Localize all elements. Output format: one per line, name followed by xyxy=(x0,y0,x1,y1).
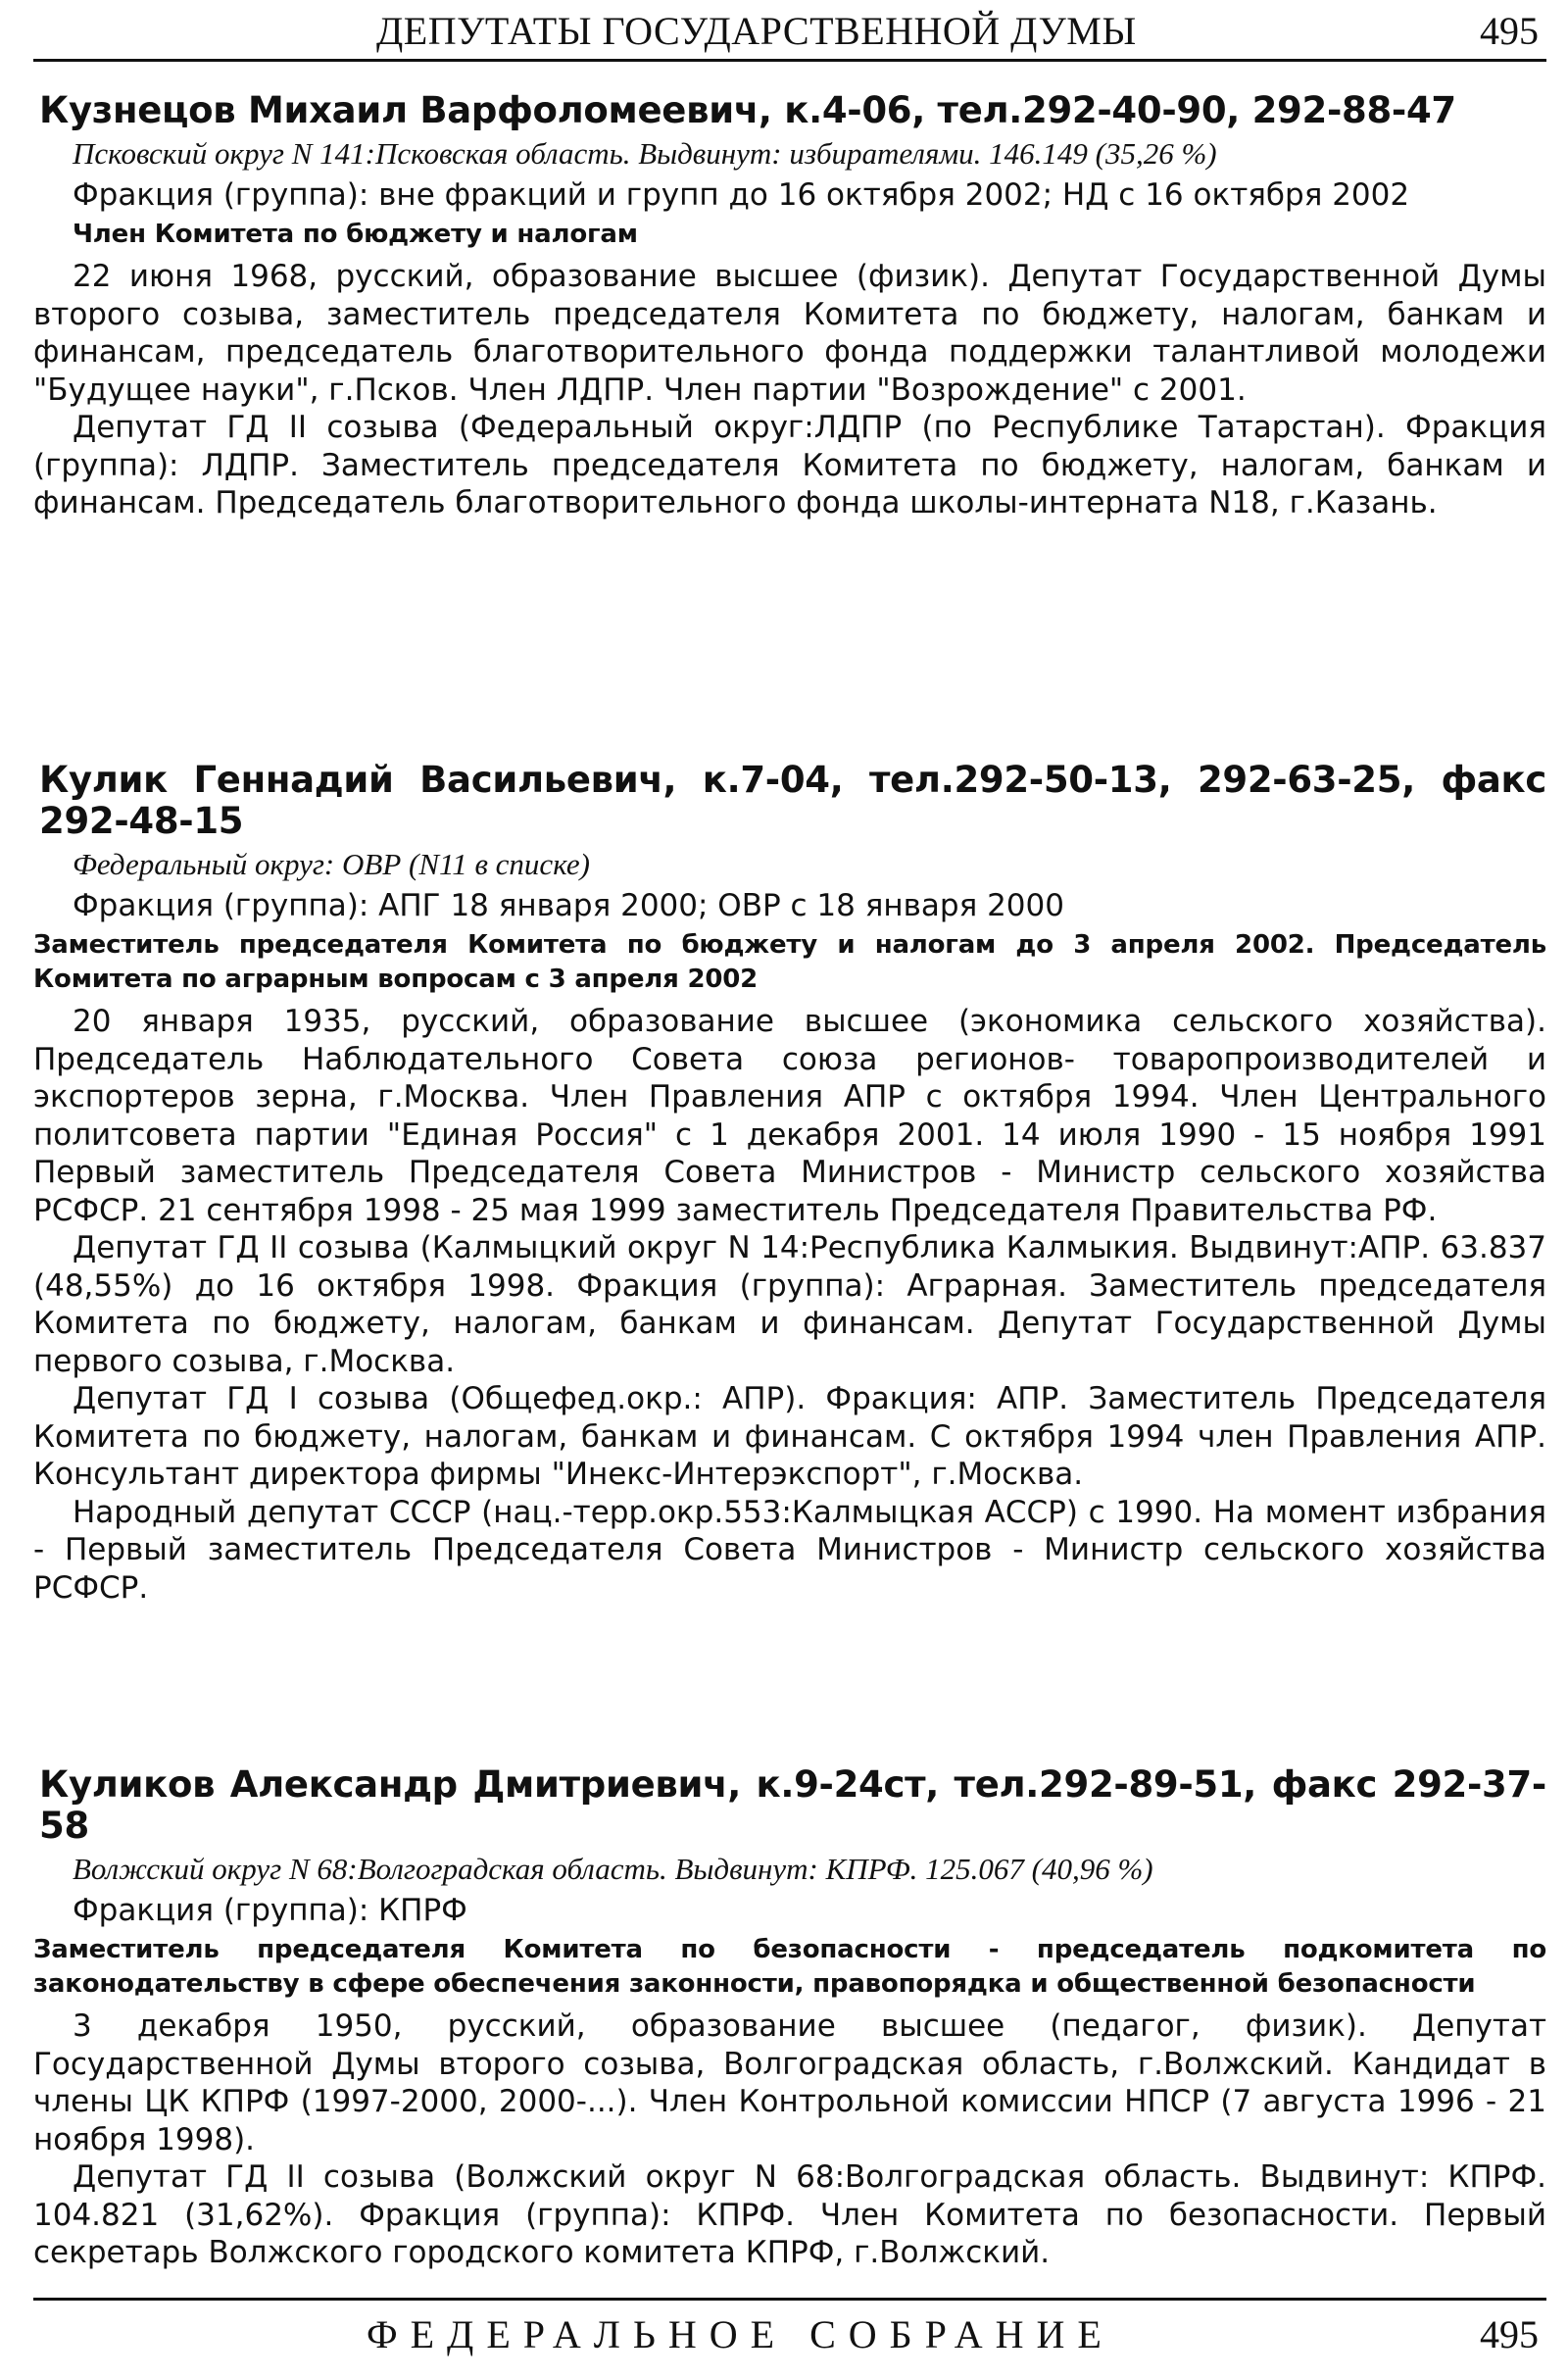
deputy-name-line: Куликов Александр Дмитриевич, к.9-24ст, тел.292-89-51, факс 292-37-58 xyxy=(39,1763,1546,1847)
deputy-district: Псковский округ N 141:Псковская область. Выдвинут: избирателями. 146.149 (35,26 %) xyxy=(73,136,1217,171)
deputy-bio-paragraph: 20 января 1935, русский, образование высшее (экономика сельского хозяйства). Председатель Наблюдательного Совета союза регионов- товаропроизводителей и экспортеров зерна, г.Москва. Член Правления АПР с октября 1994. Член Центрального политсовета партии "Единая Россия" с 1 декабря 2001. 14 июля 1990 - 15 ноября 1991 Первый заместитель Председателя Совета Министров - Министр сельского хозяйства РСФСР. 21 сентября 1998 - 25 мая 1999 заместитель Председателя Правительства РФ. xyxy=(33,1004,1546,1228)
deputy-bio-paragraph: Депутат ГД II созыва (Калмыцкий округ N 14:Республика Калмыкия. Выдвинут:АПР. 63.837 (48,55%) до 16 октября 1998. Фракция (группа): Аграрная. Заместитель председателя Комитета по бюджету, налогам, банкам и финансам. Депутат Государственной Думы первого созыва, г.Москва. xyxy=(33,1230,1546,1379)
deputy-name-line: Кулик Геннадий Васильевич, к.7-04, тел.292-50-13, 292-63-25, факс 292-48-15 xyxy=(39,759,1546,842)
deputy-bio-paragraph: 22 июня 1968, русский, образование высшее (физик). Депутат Государственной Думы второго созыва, заместитель председателя Комитета по бюджету, налогам, банкам и финансам, председатель благотворительного фонда поддержки талантливой молодежи "Будущее науки", г.Псков. Член ЛДПР. Член партии "Возрождение" с 2001. xyxy=(33,259,1546,408)
deputy-entry xyxy=(33,1764,1546,2272)
deputy-committee: Заместитель председателя Комитета по бюджету и налогам до 3 апреля 2002. Председатель Комитета по аграрным вопросам с 3 апреля 2002 xyxy=(33,930,1546,994)
deputy-bio-paragraph: 3 декабря 1950, русский, образование высшее (педагог, физик). Депутат Государственной Думы второго созыва, Волгоградская область, г.Волжский. Кандидат в члены ЦК КПРФ (1997-2000, 2000-...). Член Контрольной комиссии НПСР (7 августа 1996 - 21 ноября 1998). xyxy=(33,2008,1546,2157)
running-header-title: ДЕПУТАТЫ ГОСУДАРСТВЕННОЙ ДУМЫ xyxy=(376,9,1137,53)
deputy-name-line: Кузнецов Михаил Варфоломеевич, к.4-06, тел.292-40-90, 292-88-47 xyxy=(39,89,1456,131)
deputy-committee: Заместитель председателя Комитета по безопасности - председатель подкомитета по законодательству в сфере обеспечения законности, правопорядка и общественной безопасности xyxy=(33,1935,1546,1999)
page-number-bottom: 495 xyxy=(1480,2312,1539,2356)
deputy-faction: Фракция (группа): вне фракций и групп до 16 октября 2002; НД с 16 октября 2002 xyxy=(73,177,1410,213)
page-number-top: 495 xyxy=(1480,9,1539,53)
document-page xyxy=(33,0,1546,2379)
deputy-committee: Член Комитета по бюджету и налогам xyxy=(73,220,638,249)
deputy-faction: Фракция (группа): КПРФ xyxy=(73,1893,467,1928)
running-header xyxy=(33,8,1546,59)
running-footer-title: ФЕДЕРАЛЬНОЕ СОБРАНИЕ xyxy=(367,2312,1114,2356)
deputy-bio-paragraph: Народный депутат СССР (нац.-терр.окр.553:Калмыцкая АССР) с 1990. На момент избрания - Первый заместитель Председателя Совета Министров - Министр сельского хозяйства РСФСР. xyxy=(33,1494,1546,1606)
deputy-bio-paragraph: Депутат ГД II созыва (Волжский округ N 68:Волгоградская область. Выдвинут: КПРФ. 104.821 (31,62%). Фракция (группа): КПРФ. Член Комитета по безопасности. Первый секретарь Волжского городского комитета КПРФ, г.Волжский. xyxy=(33,2159,1546,2270)
deputy-faction: Фракция (группа): АПГ 18 января 2000; ОВР с 18 января 2000 xyxy=(73,888,1064,923)
deputy-entry xyxy=(33,760,1546,1607)
header-rule xyxy=(33,59,1546,62)
deputy-bio-paragraph: Депутат ГД I созыва (Общефед.окр.: АПР). Фракция: АПР. Заместитель Председателя Комитета по бюджету, налогам, банкам и финансам. С октября 1994 член Правления АПР. Консультант директора фирмы "Инекс-Интерэкспорт", г.Москва. xyxy=(33,1381,1546,1492)
running-footer xyxy=(33,2311,1546,2370)
footer-rule xyxy=(33,2298,1546,2301)
deputy-district: Волжский округ N 68:Волгоградская область. Выдвинут: КПРФ. 125.067 (40,96 %) xyxy=(73,1852,1153,1886)
deputy-bio-paragraph: Депутат ГД II созыва (Федеральный округ:ЛДПР (по Республике Татарстан). Фракция (группа): ЛДПР. Заместитель председателя Комитета по бюджету, налогам, банкам и финансам. Председатель благотворительного фонда школы-интерната N18, г.Казань. xyxy=(33,410,1546,520)
deputy-entry xyxy=(33,90,1546,522)
deputy-district: Федеральный округ: ОВР (N11 в списке) xyxy=(73,847,590,881)
